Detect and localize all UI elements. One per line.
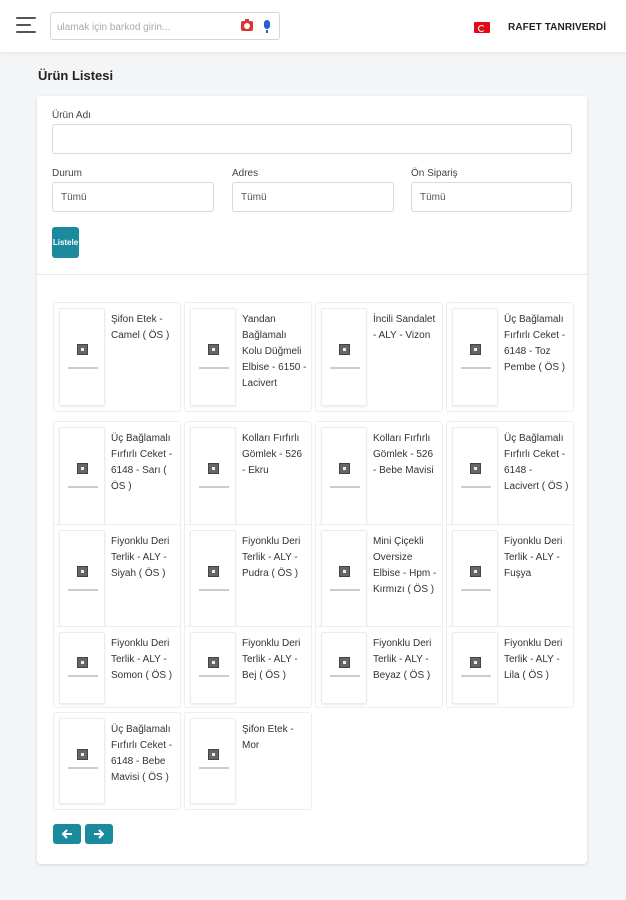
product-card[interactable] bbox=[53, 302, 181, 412]
image-placeholder-icon bbox=[321, 308, 367, 406]
preorder-select[interactable]: Tümü bbox=[411, 182, 572, 212]
product-name: Fiyonklu Deri Terlik - ALY - Siyah ( ÖS ) bbox=[111, 536, 170, 579]
image-placeholder-icon bbox=[452, 530, 498, 628]
product-name: Şifon Etek - Camel ( ÖS ) bbox=[111, 314, 170, 341]
product-card[interactable] bbox=[315, 524, 443, 634]
product-name: Yandan Bağlamalı Kolu Düğmeli Elbise - 6150 - Lacivert bbox=[242, 314, 307, 389]
address-select[interactable]: Tümü bbox=[232, 182, 394, 212]
image-placeholder-icon bbox=[321, 530, 367, 628]
product-name: Kolları Fırfırlı Gömlek - 526 - Bebe Mavisi bbox=[373, 433, 434, 476]
product-card[interactable] bbox=[184, 421, 312, 531]
next-page-button[interactable] bbox=[85, 824, 113, 844]
product-card[interactable] bbox=[446, 421, 574, 531]
product-name: Fiyonklu Deri Terlik - ALY - Somon ( ÖS ) bbox=[111, 638, 173, 681]
product-name: Şifon Etek - Mor bbox=[242, 724, 294, 751]
product-card[interactable] bbox=[446, 626, 574, 708]
image-placeholder-icon bbox=[190, 718, 236, 804]
status-select[interactable]: Tümü bbox=[52, 182, 214, 212]
product-card[interactable] bbox=[315, 421, 443, 531]
product-name: Üç Bağlamalı Fırfırlı Ceket - 6148 - Sarı ( ÖS ) bbox=[111, 433, 173, 492]
product-card[interactable] bbox=[446, 524, 574, 634]
image-placeholder-icon bbox=[59, 530, 105, 628]
product-card[interactable] bbox=[184, 626, 312, 708]
product-name: Üç Bağlamalı Fırfırlı Ceket - 6148 - Toz Pembe ( ÖS ) bbox=[504, 314, 566, 373]
camera-icon[interactable] bbox=[241, 21, 253, 31]
product-card[interactable] bbox=[184, 712, 312, 810]
arrow-left-icon bbox=[61, 828, 73, 840]
arrow-right-icon bbox=[93, 828, 105, 840]
product-name: Fiyonklu Deri Terlik - ALY - Fuşya bbox=[504, 536, 563, 579]
status-label: Durum bbox=[52, 168, 83, 179]
product-name-field[interactable] bbox=[52, 124, 572, 154]
product-name: Fiyonklu Deri Terlik - ALY - Beyaz ( ÖS ) bbox=[373, 638, 432, 681]
menu-icon[interactable] bbox=[16, 17, 36, 33]
image-placeholder-icon bbox=[321, 632, 367, 704]
product-card[interactable] bbox=[315, 626, 443, 708]
product-card[interactable] bbox=[184, 302, 312, 412]
product-name: İncili Sandalet - ALY - Vizon bbox=[373, 314, 436, 341]
barcode-search-input[interactable] bbox=[57, 17, 235, 37]
list-button[interactable]: Listele bbox=[52, 227, 79, 258]
product-name-label: Ürün Adı bbox=[52, 110, 91, 121]
microphone-icon[interactable] bbox=[264, 20, 270, 29]
product-name: Fiyonklu Deri Terlik - ALY - Bej ( ÖS ) bbox=[242, 638, 301, 681]
image-placeholder-icon bbox=[190, 632, 236, 704]
divider bbox=[37, 274, 587, 275]
product-card[interactable] bbox=[53, 626, 181, 708]
preorder-label: Ön Sipariş bbox=[411, 168, 458, 179]
image-placeholder-icon bbox=[321, 427, 367, 525]
image-placeholder-icon bbox=[190, 530, 236, 628]
turkey-flag-icon[interactable] bbox=[474, 22, 490, 33]
top-bar bbox=[0, 0, 626, 52]
product-name: Mini Çiçekli Oversize Elbise - Hpm - Kırmızı ( ÖS ) bbox=[373, 536, 437, 595]
product-name: Kolları Fırfırlı Gömlek - 526 - Ekru bbox=[242, 433, 303, 476]
image-placeholder-icon bbox=[452, 308, 498, 406]
image-placeholder-icon bbox=[59, 718, 105, 804]
product-card[interactable] bbox=[53, 524, 181, 634]
page-title: Ürün Listesi bbox=[38, 68, 114, 83]
product-name: Fiyonklu Deri Terlik - ALY - Lila ( ÖS ) bbox=[504, 638, 563, 681]
image-placeholder-icon bbox=[452, 632, 498, 704]
previous-page-button[interactable] bbox=[53, 824, 81, 844]
product-card[interactable] bbox=[53, 421, 181, 531]
image-placeholder-icon bbox=[59, 632, 105, 704]
image-placeholder-icon bbox=[59, 427, 105, 525]
image-placeholder-icon bbox=[190, 308, 236, 406]
product-card[interactable] bbox=[53, 712, 181, 810]
product-name: Üç Bağlamalı Fırfırlı Ceket - 6148 - Bebe Mavisi ( ÖS ) bbox=[111, 724, 173, 783]
image-placeholder-icon bbox=[59, 308, 105, 406]
product-list-card bbox=[37, 96, 587, 864]
product-name: Fiyonklu Deri Terlik - ALY - Pudra ( ÖS ) bbox=[242, 536, 301, 579]
image-placeholder-icon bbox=[452, 427, 498, 525]
product-name: Üç Bağlamalı Fırfırlı Ceket - 6148 - Lacivert ( ÖS ) bbox=[504, 433, 569, 492]
image-placeholder-icon bbox=[190, 427, 236, 525]
address-label: Adres bbox=[232, 168, 259, 179]
product-card[interactable] bbox=[446, 302, 574, 412]
barcode-search bbox=[50, 12, 280, 40]
product-card[interactable] bbox=[184, 524, 312, 634]
user-name[interactable]: RAFET TANRIVERDİ bbox=[508, 22, 607, 33]
product-card[interactable] bbox=[315, 302, 443, 412]
